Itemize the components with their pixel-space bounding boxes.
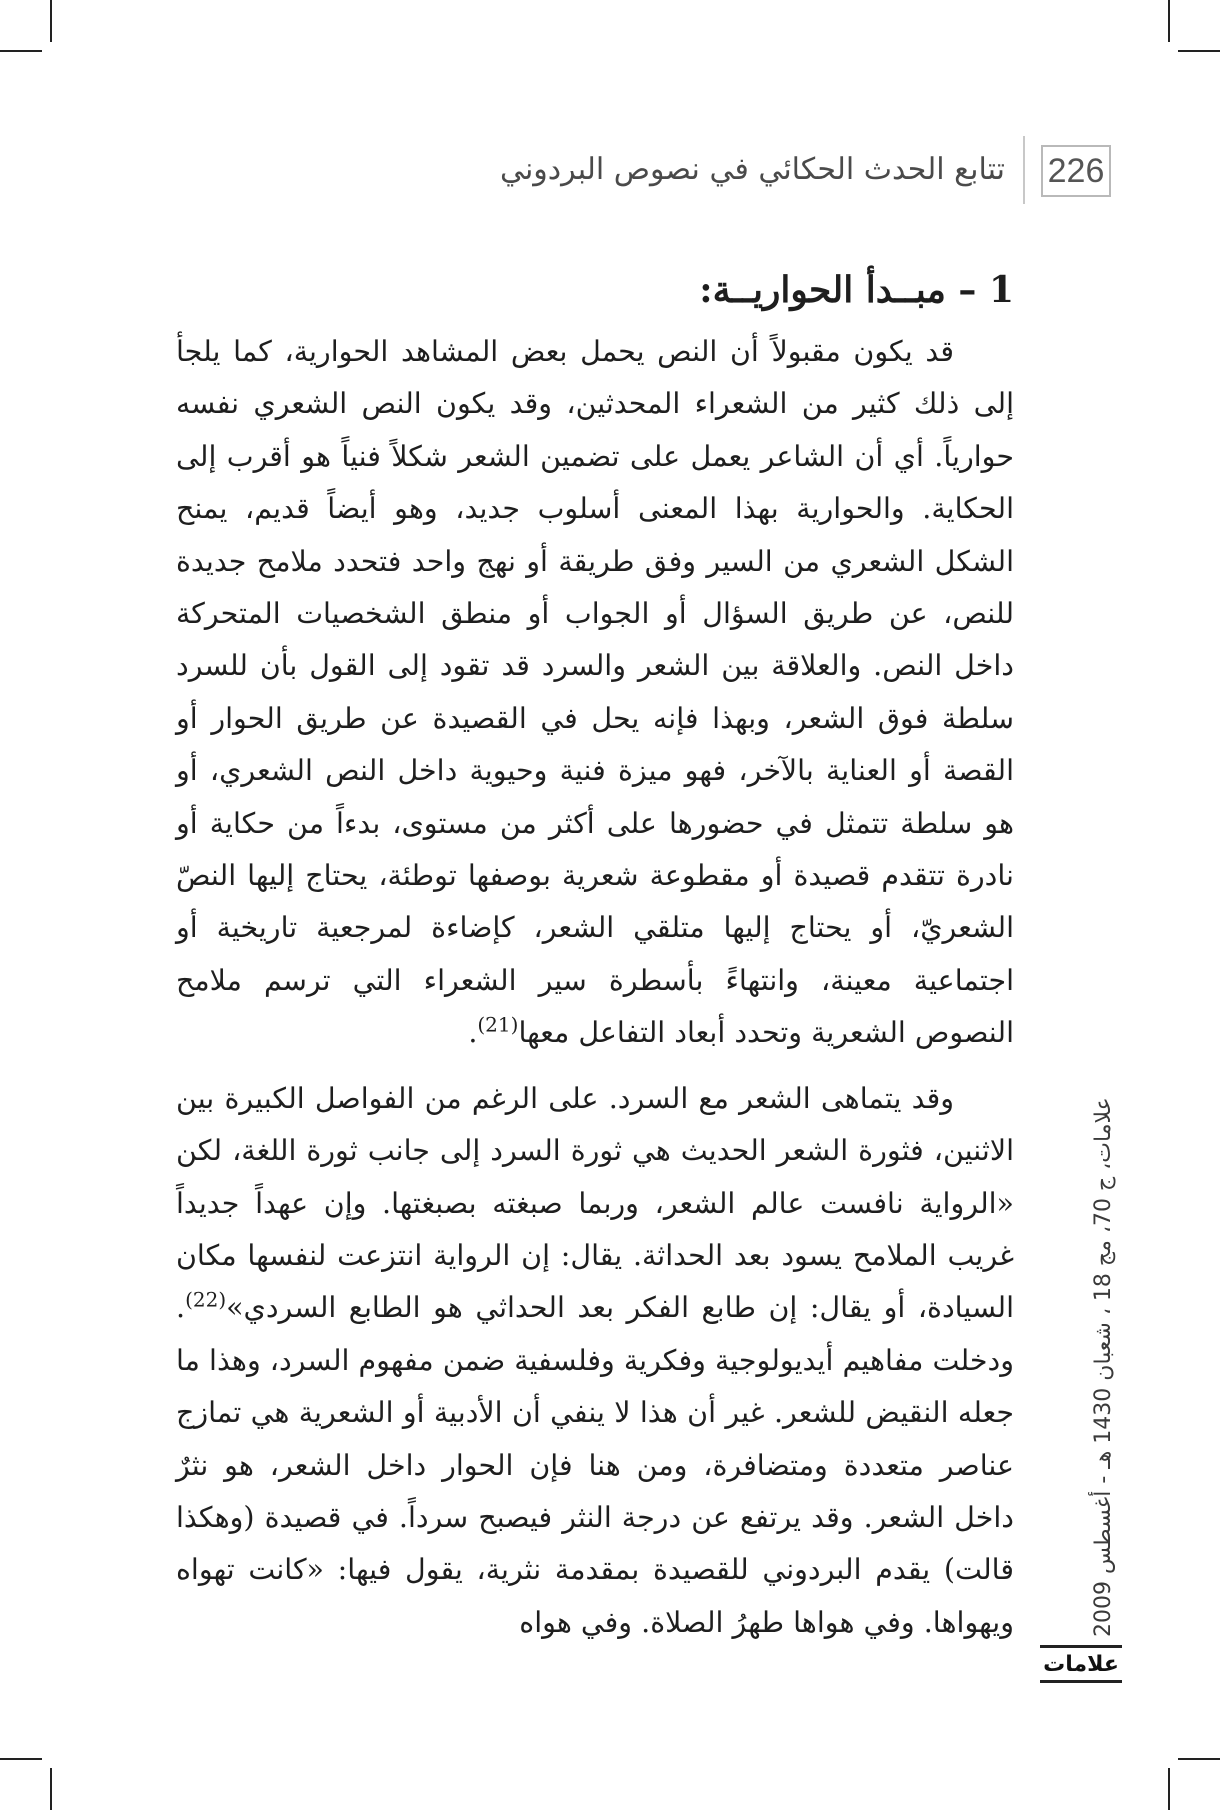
- header-divider: [1023, 136, 1025, 204]
- journal-issue-tag: علامات، ج 70، مج 18 ، شعبان 1430 هـ - أغسطس 2009: [1091, 1097, 1116, 1637]
- running-title: تتابع الحدث الحكائي في نصوص البردوني: [499, 152, 1005, 187]
- footnote-reference[interactable]: (22): [185, 1287, 227, 1312]
- article-body: [176, 258, 1014, 1662]
- section-heading: 1 – مبــدأ الحواريــة:: [699, 269, 1014, 311]
- crop-mark: [50, 0, 52, 42]
- crop-mark: [50, 1768, 52, 1810]
- crop-mark: [1168, 0, 1170, 42]
- paragraph: [176, 1073, 1014, 1649]
- paragraph-tail: .: [468, 1016, 478, 1050]
- paragraph-text: قد يكون مقبولاً أن النص يحمل بعض المشاهد الحوارية، كما يلجأ إلى ذلك كثير من الشعراء المحدثين، وقد يكون النص الشعري نفسه حوارياً. أي أن الشاعر يعمل على تضمين الشعر شكلاً فنياً هو أقرب إلى الحكاية. والحوارية بهذا المعنى أسلوب جديد، وهو أيضاً قديم، يمنح الشكل الشعري من السير وفق طريقة أو نهج واحد فتحدد ملامح جديدة للنص، عن طريق السؤال أو الجواب أو منطق الشخصيات المتحركة داخل النص. والعلاقة بين الشعر والسرد قد تقود إلى القول بأن للسرد سلطة فوق الشعر، وبهذا فإنه يحل في القصيدة عن طريق الحوار أو القصة أو العناية بالآخر، فهو ميزة فنية وحيوية داخل النص الشعري، أو هو سلطة تتمثل في حضورها على أكثر من مستوى، بدءاً من حكاية أو نادرة تتقدم قصيدة أو مقطوعة شعرية بوصفها توطئة، يحتاج إليها النصّ الشعريّ، أو يحتاج إليها متلقي الشعر، كإضاءة لمرجعية تاريخية أو اجتماعية معينة، وانتهاءً بأسطرة سير الشعراء التي ترسم ملامح النصوص الشعرية وتحدد أبعاد التفاعل معها: [176, 335, 1015, 1050]
- crop-mark: [0, 1758, 42, 1760]
- crop-mark: [1178, 1758, 1220, 1760]
- paragraph-text: وقد يتماهى الشعر مع السرد. على الرغم من الفواصل الكبيرة بين الاثنين، فثورة الشعر الحديث هي ثورة السرد إلى جانب ثورة اللغة، لكن «الرواية نافست عالم الشعر، وربما صبغته بصبغتها. وإن عهداً جديداً غريب الملامح يسود بعد الحداثة. يقال: إن الرواية انتزعت لنفسها مكان السيادة، أو يقال: إن طابع الفكر بعد الحداثي هو الطابع السردي»: [176, 1081, 1014, 1325]
- crop-mark: [1178, 50, 1220, 52]
- journal-logo: علامات: [1040, 1645, 1122, 1683]
- crop-mark: [1168, 1768, 1170, 1810]
- paragraph: [176, 326, 1014, 1060]
- crop-mark: [0, 50, 42, 52]
- page-number: 226: [1041, 145, 1111, 197]
- footnote-reference[interactable]: (21): [477, 1012, 519, 1037]
- paragraph-tail: . ودخلت مفاهيم أيديولوجية وفكرية وفلسفية ضمن مفهوم السرد، وهذا ما جعله النقيض للشعر. غير أن هذا لا ينفي أن الأدبية أو الشعرية هي تمازج عناصر متعددة ومتضافرة، ومن هنا فإن الحوار داخل الشعر، هو نثرٌ داخل الشعر. وقد يرتفع عن درجة النثر فيصبح سرداً. في قصيدة (وهكذا قالت) يقدم البردوني للقصيدة بمقدمة نثرية، يقول فيها: «كانت تهواه ويهواها. وفي هواها طهرُ الصلاة. وفي هواه: [176, 1291, 1014, 1639]
